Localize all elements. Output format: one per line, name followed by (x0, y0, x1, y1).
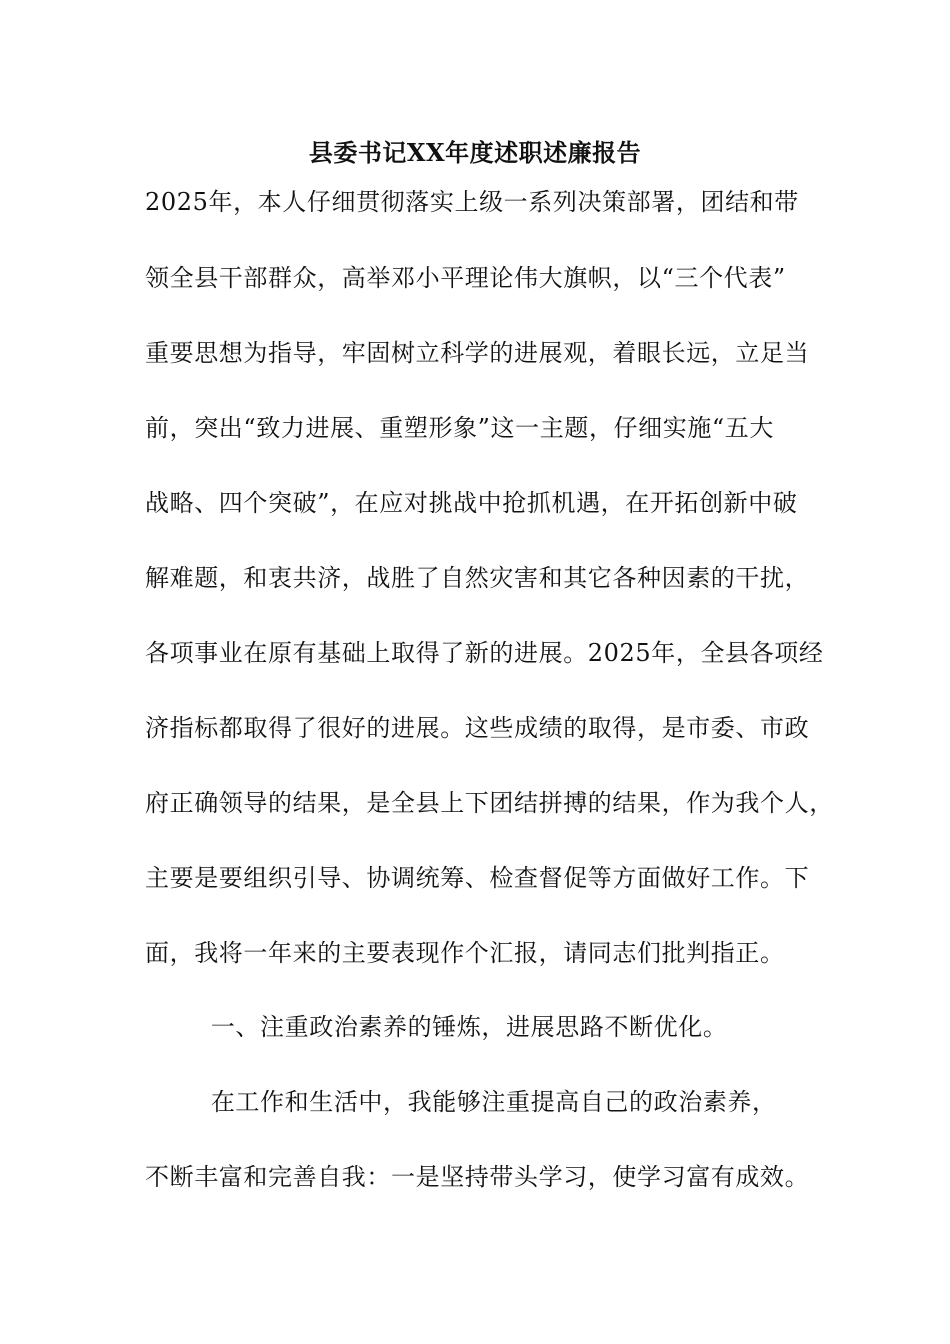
body-line-14: 不断丰富和完善自我：一是坚持带头学习，使学习富有成效。 (145, 1163, 810, 1191)
body-line-3: 重要思想为指导，牢固树立科学的进展观，着眼长远，立足当 (145, 339, 810, 367)
document-title: 县委书记XX年度述职述廉报告 (308, 138, 642, 167)
body-line-2: 领全县干部群众，高举邓小平理论伟大旗帜，以“三个代表” (145, 264, 786, 292)
body-line-5: 战略、四个突破”，在应对挑战中抢抓机遇，在开拓创新中破 (145, 489, 798, 517)
body-line-11: 面，我将一年来的主要表现作个汇报，请同志们批判指正。 (145, 939, 785, 967)
body-line-6: 解难题，和衷共济，战胜了自然灾害和其它各种因素的干扰， (145, 564, 810, 592)
body-line-4: 前，突出“致力进展、重塑形象”这一主题，仔细实施“五大 (145, 414, 775, 442)
body-line-7: 各项事业在原有基础上取得了新的进展。2025年，全县各项经 (145, 639, 824, 667)
body-line-13: 在工作和生活中，我能够注重提高自己的政治素养， (145, 1088, 777, 1116)
body-line-8: 济指标都取得了很好的进展。这些成绩的取得，是市委、市政 (145, 714, 810, 742)
body-line-10: 主要是要组织引导、协调统筹、检查督促等方面做好工作。下 (145, 864, 810, 892)
body-line-1: 2025年，本人仔细贯彻落实上级一系列决策部署，团结和带 (145, 188, 799, 216)
section-heading-1: 一、注重政治素养的锤炼，进展思路不断优化。 (145, 1013, 728, 1041)
body-line-9: 府正确领导的结果，是全县上下团结拼搏的结果，作为我个人， (145, 789, 834, 817)
